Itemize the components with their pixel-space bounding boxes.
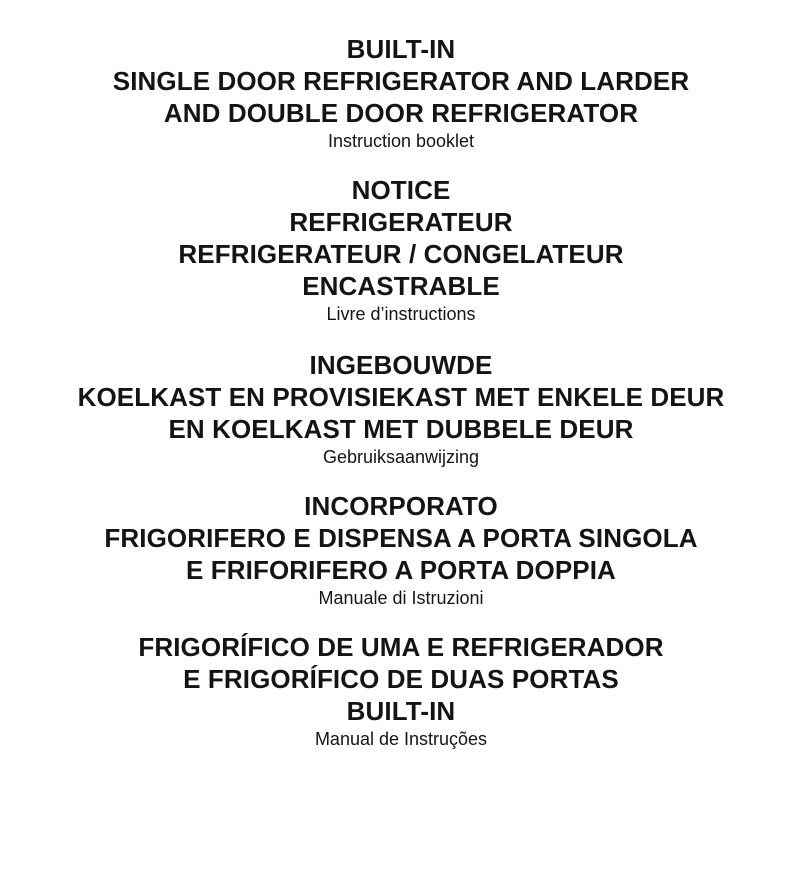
section-english-line-3: AND DOUBLE DOOR REFRIGERATOR	[163, 98, 639, 128]
section-english	[0, 33, 802, 152]
section-italian	[0, 490, 802, 609]
section-dutch-subtitle: Gebruiksaanwijzing	[322, 447, 480, 467]
section-portuguese-line-1: FRIGORÍFICO DE UMA E REFRIGERADOR	[138, 632, 664, 662]
section-english-line-2: SINGLE DOOR REFRIGERATOR AND LARDER	[112, 66, 690, 96]
section-french-line-1: NOTICE	[351, 175, 451, 205]
section-italian-line-2: FRIGORIFERO E DISPENSA A PORTA SINGOLA	[104, 523, 698, 553]
section-dutch-line-3: EN KOELKAST MET DUBBELE DEUR	[168, 414, 634, 444]
section-dutch	[0, 349, 802, 468]
section-french	[0, 174, 802, 325]
section-dutch-line-2: KOELKAST EN PROVISIEKAST MET ENKELE DEUR	[77, 382, 725, 412]
section-portuguese-subtitle: Manual de Instruções	[314, 729, 488, 749]
section-french-line-2: REFRIGERATEUR	[289, 207, 513, 237]
section-french-line-3: REFRIGERATEUR / CONGELATEUR	[178, 239, 624, 269]
section-english-line-1: BUILT-IN	[346, 34, 456, 64]
section-dutch-line-1: INGEBOUWDE	[309, 350, 493, 380]
section-portuguese-line-3: BUILT-IN	[346, 696, 456, 726]
section-english-subtitle: Instruction booklet	[327, 131, 475, 151]
section-italian-subtitle: Manuale di Istruzioni	[318, 588, 484, 608]
section-italian-line-1: INCORPORATO	[304, 491, 498, 521]
section-italian-line-3: E FRIFORIFERO A PORTA DOPPIA	[186, 555, 616, 585]
section-portuguese-line-2: E FRIGORÍFICO DE DUAS PORTAS	[183, 664, 619, 694]
section-portuguese	[0, 631, 802, 750]
section-french-subtitle: Livre d’instructions	[326, 304, 476, 324]
section-french-line-4: ENCASTRABLE	[302, 271, 500, 301]
